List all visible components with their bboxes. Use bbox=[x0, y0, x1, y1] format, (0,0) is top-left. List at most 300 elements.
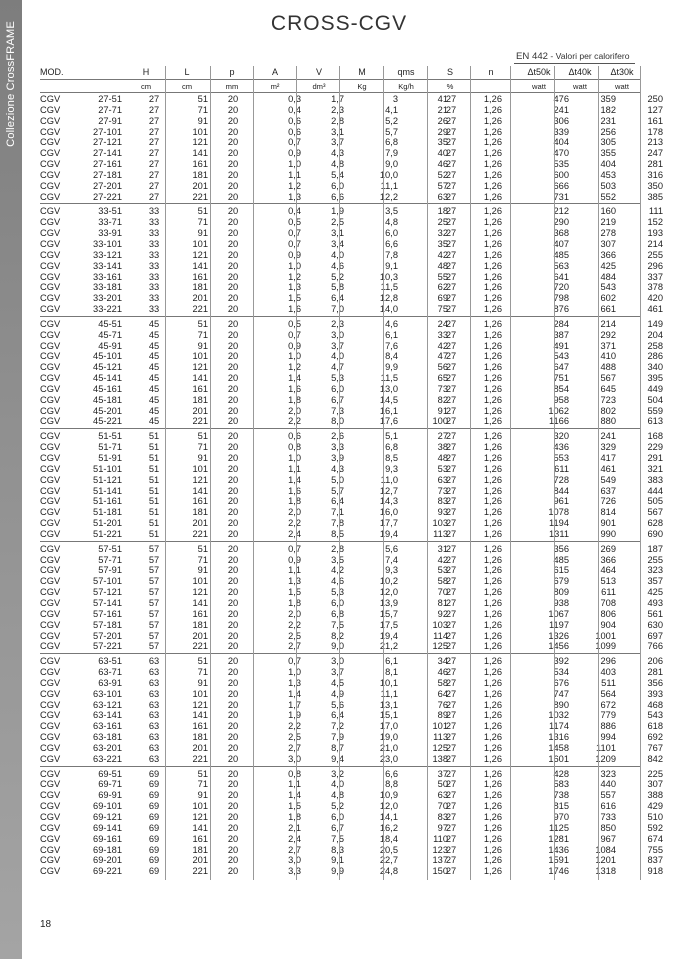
table-cell: 27 bbox=[445, 833, 457, 844]
table-cell: 393 bbox=[647, 688, 663, 699]
table-cell: 1084 bbox=[595, 844, 616, 855]
table-cell: 51-71 bbox=[98, 442, 122, 453]
table-cell: 340 bbox=[647, 362, 663, 373]
page-title: CROSS-CGV bbox=[270, 12, 408, 35]
table-cell: 121 bbox=[192, 137, 208, 148]
table-cell: 563 bbox=[553, 260, 569, 271]
table-cell: 35 bbox=[437, 137, 448, 148]
table-cell: 51 bbox=[197, 318, 208, 329]
table-cell: 543 bbox=[600, 282, 616, 293]
table-cell: 57-201 bbox=[93, 630, 122, 641]
table-cell: 1,26 bbox=[483, 790, 502, 801]
table-cell: 337 bbox=[647, 271, 663, 282]
table-cell: 46 bbox=[437, 159, 448, 170]
table-cell: 9,9 bbox=[385, 362, 398, 373]
table-cell: 221 bbox=[192, 304, 208, 315]
row-group bbox=[40, 318, 663, 429]
table-cell: 429 bbox=[647, 801, 663, 812]
table-cell: 1,26 bbox=[483, 576, 502, 587]
table-cell: 3,2 bbox=[331, 768, 344, 779]
table-cell: 63 bbox=[437, 474, 448, 485]
table-cell: 20 bbox=[227, 271, 239, 282]
table-cell: CGV bbox=[40, 812, 61, 822]
table-cell: 100 bbox=[432, 416, 448, 427]
table-cell: 723 bbox=[600, 394, 616, 405]
table-cell: 425 bbox=[600, 260, 616, 271]
table-cell: 258 bbox=[647, 340, 663, 351]
table-row bbox=[40, 507, 663, 518]
table-cell: 0,8 bbox=[288, 442, 301, 453]
table-row bbox=[40, 528, 663, 540]
table-cell: 27 bbox=[445, 282, 457, 293]
table-cell: 57-121 bbox=[93, 587, 122, 598]
table-cell: 51 bbox=[197, 431, 208, 442]
table-cell: 666 bbox=[553, 180, 569, 191]
table-cell: 45 bbox=[148, 329, 160, 340]
table-cell: 1194 bbox=[549, 518, 569, 529]
table-cell: 602 bbox=[600, 293, 616, 304]
table-cell: 5,2 bbox=[385, 115, 398, 126]
table-row bbox=[40, 753, 663, 765]
table-cell: 6,0 bbox=[331, 812, 344, 822]
table-cell: 1458 bbox=[548, 742, 569, 753]
table-cell: 1,26 bbox=[483, 699, 502, 710]
table-cell: 9,1 bbox=[331, 855, 344, 866]
table-cell: 708 bbox=[600, 597, 616, 608]
table-cell: 0,6 bbox=[288, 126, 301, 137]
table-row bbox=[40, 351, 663, 362]
table-cell: 1,26 bbox=[483, 293, 502, 304]
table-cell: 1,26 bbox=[483, 104, 502, 115]
table-cell: CGV bbox=[40, 115, 61, 126]
table-cell: 9,9 bbox=[331, 866, 344, 877]
table-cell: 8,3 bbox=[331, 844, 344, 855]
table-cell: 221 bbox=[192, 641, 208, 652]
table-cell: 440 bbox=[600, 779, 616, 790]
table-cell: 798 bbox=[553, 293, 569, 304]
table-cell: 1,26 bbox=[483, 271, 502, 282]
table-cell: 20 bbox=[227, 801, 239, 812]
table-cell: 802 bbox=[600, 405, 616, 416]
table-cell: 1,26 bbox=[483, 442, 502, 453]
table-cell: 990 bbox=[600, 528, 616, 539]
table-cell: 57-141 bbox=[93, 597, 122, 608]
table-cell: 181 bbox=[192, 619, 208, 630]
table-cell: 57 bbox=[148, 576, 160, 587]
table-cell: 27 bbox=[445, 304, 457, 315]
column-header: M bbox=[358, 67, 366, 77]
table-cell: 161 bbox=[192, 833, 208, 844]
table-cell: 0,8 bbox=[288, 768, 301, 779]
table-cell: 1,26 bbox=[483, 768, 502, 779]
table-cell: 20 bbox=[227, 721, 239, 732]
table-cell: 51-121 bbox=[93, 474, 122, 485]
table-cell: 3 bbox=[392, 94, 398, 104]
table-cell: 20 bbox=[227, 699, 239, 710]
table-cell: 3,5 bbox=[331, 554, 344, 565]
table-cell: 50 bbox=[437, 779, 448, 790]
table-cell: 14,0 bbox=[379, 304, 398, 315]
table-cell: 1,26 bbox=[483, 351, 502, 362]
table-cell: 837 bbox=[647, 855, 663, 866]
table-cell: 69-101 bbox=[93, 801, 122, 812]
table-cell: 101 bbox=[192, 463, 208, 474]
table-cell: 15,7 bbox=[379, 608, 398, 619]
table-row bbox=[40, 431, 663, 442]
side-band bbox=[0, 0, 22, 959]
table-cell: 181 bbox=[192, 394, 208, 405]
table-row bbox=[40, 699, 663, 711]
table-cell: 69-51 bbox=[98, 768, 122, 779]
table-cell: 20 bbox=[227, 329, 239, 340]
table-cell: 461 bbox=[600, 463, 616, 474]
table-cell: 613 bbox=[647, 416, 663, 427]
table-cell: 33 bbox=[148, 282, 160, 293]
table-cell: 1209 bbox=[595, 753, 616, 764]
table-cell: 6,8 bbox=[331, 608, 344, 619]
table-cell: 549 bbox=[600, 474, 616, 485]
table-cell: CGV bbox=[40, 260, 61, 271]
table-cell: 561 bbox=[647, 608, 663, 619]
table-cell: 2,0 bbox=[288, 608, 301, 619]
table-cell: 247 bbox=[647, 148, 663, 159]
table-cell: 20 bbox=[227, 104, 239, 115]
table-cell: 0,5 bbox=[288, 318, 301, 329]
table-cell: 1,2 bbox=[288, 271, 301, 282]
table-cell: 27 bbox=[445, 543, 457, 554]
table-cell: 281 bbox=[647, 159, 663, 170]
table-cell: 10,2 bbox=[379, 576, 398, 587]
table-cell: 27-181 bbox=[93, 169, 122, 180]
table-cell: 417 bbox=[600, 453, 616, 463]
row-group bbox=[40, 431, 663, 541]
table-cell: 767 bbox=[647, 742, 663, 753]
table-cell: 3,0 bbox=[288, 855, 301, 866]
table-row bbox=[40, 801, 663, 812]
table-cell: 51 bbox=[148, 442, 160, 453]
table-cell: 161 bbox=[192, 271, 208, 282]
table-cell: CGV bbox=[40, 641, 61, 652]
table-cell: 225 bbox=[647, 768, 663, 779]
table-cell: 51 bbox=[148, 453, 160, 463]
column-header: L bbox=[184, 67, 190, 77]
table-cell: 747 bbox=[553, 688, 569, 699]
table-cell: 17,6 bbox=[379, 416, 398, 427]
table-cell: 1,26 bbox=[483, 340, 502, 351]
table-cell: CGV bbox=[40, 282, 61, 293]
table-cell: 182 bbox=[600, 104, 616, 115]
table-cell: 27 bbox=[445, 383, 457, 394]
data-table bbox=[40, 94, 663, 880]
table-cell: 20 bbox=[227, 565, 239, 576]
table-cell: CGV bbox=[40, 790, 61, 801]
table-cell: 20 bbox=[227, 228, 239, 239]
table-cell: 403 bbox=[600, 667, 616, 678]
table-cell: 121 bbox=[192, 474, 208, 485]
table-cell: 0,7 bbox=[288, 137, 301, 148]
table-cell: 17,0 bbox=[379, 721, 398, 732]
table-row bbox=[40, 732, 663, 743]
table-cell: 45 bbox=[148, 351, 160, 362]
table-cell: 20 bbox=[227, 528, 239, 539]
table-cell: 559 bbox=[647, 405, 663, 416]
table-cell: 1,26 bbox=[483, 282, 502, 293]
table-cell: 329 bbox=[600, 442, 616, 453]
table-cell: 45 bbox=[148, 318, 160, 329]
table-cell: 51-141 bbox=[93, 485, 122, 496]
table-cell: 1,26 bbox=[483, 656, 502, 667]
table-cell: 161 bbox=[647, 115, 663, 126]
table-row bbox=[40, 416, 663, 427]
table-cell: 27-121 bbox=[93, 137, 122, 148]
table-cell: 27 bbox=[445, 630, 457, 641]
table-cell: 728 bbox=[553, 474, 569, 485]
table-cell: 7,6 bbox=[385, 340, 398, 351]
table-cell: 321 bbox=[647, 463, 663, 474]
table-cell: 1281 bbox=[548, 833, 569, 844]
table-cell: 201 bbox=[192, 405, 208, 416]
table-cell: 91 bbox=[197, 228, 208, 239]
table-cell: 2,0 bbox=[288, 507, 301, 518]
table-cell: 7,4 bbox=[385, 554, 398, 565]
table-cell: 32 bbox=[437, 228, 448, 239]
table-cell: CGV bbox=[40, 565, 61, 576]
table-cell: 961 bbox=[553, 496, 569, 507]
table-cell: 4,6 bbox=[331, 260, 344, 271]
column-unit: cm bbox=[140, 82, 152, 91]
table-cell: 27 bbox=[445, 217, 457, 228]
table-cell: 692 bbox=[647, 732, 663, 743]
table-cell: 1,26 bbox=[483, 855, 502, 866]
table-cell: CGV bbox=[40, 351, 61, 362]
table-cell: 29 bbox=[437, 126, 448, 137]
table-cell: 27-201 bbox=[93, 180, 122, 191]
table-cell: 101 bbox=[192, 576, 208, 587]
table-cell: 751 bbox=[553, 373, 569, 384]
table-cell: 241 bbox=[600, 431, 616, 442]
table-cell: CGV bbox=[40, 496, 61, 507]
table-cell: 181 bbox=[192, 282, 208, 293]
table-cell: 4,3 bbox=[331, 148, 344, 159]
table-cell: 20 bbox=[227, 260, 239, 271]
table-cell: CGV bbox=[40, 249, 61, 260]
table-cell: 1,4 bbox=[288, 790, 301, 801]
table-cell: 27 bbox=[445, 844, 457, 855]
table-cell: CGV bbox=[40, 779, 61, 790]
table-cell: 2,5 bbox=[331, 217, 344, 228]
table-cell: 51-201 bbox=[93, 518, 122, 529]
table-cell: 2,1 bbox=[288, 822, 301, 833]
table-cell: 543 bbox=[553, 351, 569, 362]
table-cell: 1,26 bbox=[483, 137, 502, 148]
table-row bbox=[40, 191, 663, 203]
table-cell: 20 bbox=[227, 833, 239, 844]
table-cell: 38 bbox=[437, 442, 448, 453]
table-cell: 141 bbox=[192, 822, 208, 833]
table-cell: 27 bbox=[445, 565, 457, 576]
standard-header bbox=[516, 51, 630, 62]
table-cell: 33-91 bbox=[98, 228, 122, 239]
table-cell: 69 bbox=[148, 790, 160, 801]
table-cell: 6,0 bbox=[331, 180, 344, 191]
table-cell: 20 bbox=[227, 282, 239, 293]
table-cell: 1,26 bbox=[483, 812, 502, 822]
table-cell: 0,7 bbox=[288, 329, 301, 340]
table-cell: 45-221 bbox=[93, 416, 122, 427]
table-cell: 697 bbox=[647, 630, 663, 641]
table-cell: CGV bbox=[40, 656, 61, 667]
table-cell: 20 bbox=[227, 474, 239, 485]
table-cell: CGV bbox=[40, 442, 61, 453]
table-cell: 3,7 bbox=[331, 137, 344, 148]
table-cell: 5,6 bbox=[331, 699, 344, 710]
table-cell: 110 bbox=[433, 833, 448, 844]
table-cell: 27 bbox=[445, 812, 457, 822]
table-cell: 7,0 bbox=[331, 304, 344, 315]
table-cell: 57 bbox=[148, 641, 160, 652]
table-cell: 27 bbox=[445, 104, 457, 115]
table-cell: 1,26 bbox=[483, 416, 502, 427]
table-cell: 1,26 bbox=[483, 260, 502, 271]
table-cell: 592 bbox=[647, 822, 663, 833]
table-cell: 63-141 bbox=[93, 710, 122, 721]
table-cell: 201 bbox=[192, 742, 208, 753]
table-cell: 76 bbox=[437, 699, 448, 710]
table-cell: 22,7 bbox=[379, 855, 398, 866]
table-cell: 484 bbox=[600, 271, 616, 282]
column-unit: cm bbox=[181, 82, 193, 91]
table-row bbox=[40, 779, 663, 790]
table-cell: 27 bbox=[445, 94, 457, 104]
table-cell: 6,6 bbox=[385, 768, 398, 779]
table-cell: 307 bbox=[600, 238, 616, 249]
table-cell: 101 bbox=[192, 688, 208, 699]
table-cell: 64 bbox=[437, 688, 448, 699]
table-cell: 103 bbox=[432, 518, 448, 529]
page-number: 18 bbox=[40, 919, 52, 930]
table-cell: 876 bbox=[553, 304, 569, 315]
table-cell: 27 bbox=[445, 485, 457, 496]
table-cell: 201 bbox=[192, 180, 208, 191]
table-cell: 281 bbox=[647, 667, 663, 678]
table-cell: 27 bbox=[445, 238, 457, 249]
table-cell: 27 bbox=[445, 528, 457, 539]
table-cell: 33 bbox=[148, 206, 160, 217]
table-cell: 27 bbox=[445, 115, 457, 126]
table-cell: 2,5 bbox=[288, 732, 301, 743]
table-cell: 3,3 bbox=[288, 866, 301, 877]
table-cell: 141 bbox=[192, 597, 208, 608]
table-cell: 27 bbox=[445, 732, 457, 743]
table-row bbox=[40, 463, 663, 475]
table-cell: 1,4 bbox=[288, 373, 301, 384]
table-cell: 8,5 bbox=[385, 453, 398, 463]
table-cell: 3,1 bbox=[331, 126, 344, 137]
table-cell: 20 bbox=[227, 238, 239, 249]
table-cell: 5,4 bbox=[331, 169, 344, 180]
table-cell: 70 bbox=[437, 801, 448, 812]
table-cell: 33-181 bbox=[93, 282, 122, 293]
table-cell: 20 bbox=[227, 597, 239, 608]
header-bottom-rule bbox=[40, 92, 640, 93]
table-cell: 57-181 bbox=[93, 619, 122, 630]
table-cell: 214 bbox=[647, 238, 663, 249]
table-cell: 20 bbox=[227, 742, 239, 753]
table-cell: 611 bbox=[601, 587, 616, 598]
table-cell: 5,8 bbox=[331, 282, 344, 293]
table-cell: 1,26 bbox=[483, 801, 502, 812]
table-cell: 101 bbox=[432, 721, 448, 732]
table-cell: 20 bbox=[227, 822, 239, 833]
table-cell: 69 bbox=[148, 801, 160, 812]
table-cell: 1,26 bbox=[483, 463, 502, 474]
table-cell: 1,0 bbox=[288, 351, 301, 362]
table-cell: 27 bbox=[445, 191, 457, 202]
table-cell: 967 bbox=[600, 833, 616, 844]
table-cell: 1,26 bbox=[483, 329, 502, 340]
table-cell: 33-121 bbox=[93, 249, 122, 260]
table-cell: 149 bbox=[647, 318, 663, 329]
table-cell: 150 bbox=[432, 866, 448, 877]
table-row bbox=[40, 260, 663, 272]
table-cell: 4,7 bbox=[331, 362, 344, 373]
table-cell: 27 bbox=[445, 822, 457, 833]
collection-label: Collezione CrossFRAME bbox=[5, 21, 17, 147]
table-cell: 890 bbox=[553, 699, 569, 710]
table-cell: 69-91 bbox=[98, 790, 122, 801]
table-cell: CGV bbox=[40, 801, 61, 812]
table-cell: 611 bbox=[554, 463, 569, 474]
table-cell: 141 bbox=[192, 260, 208, 271]
table-cell: 488 bbox=[600, 362, 616, 373]
table-cell: 5,7 bbox=[385, 126, 398, 137]
table-row bbox=[40, 148, 663, 159]
column-header: V bbox=[315, 67, 322, 77]
table-cell: 51 bbox=[197, 206, 208, 217]
table-cell: 3,9 bbox=[331, 453, 344, 463]
table-cell: 567 bbox=[647, 507, 663, 518]
column-header: Δt40k bbox=[568, 67, 592, 77]
table-row bbox=[40, 656, 663, 667]
column-divider bbox=[510, 66, 511, 880]
table-cell: 45-71 bbox=[98, 329, 122, 340]
column-divider bbox=[210, 66, 211, 880]
table-cell: CGV bbox=[40, 855, 61, 866]
table-cell: 20 bbox=[227, 656, 239, 667]
table-cell: 2,7 bbox=[288, 641, 301, 652]
table-cell: 2,2 bbox=[288, 619, 301, 630]
table-cell: 1,26 bbox=[483, 249, 502, 260]
table-row bbox=[40, 844, 663, 856]
table-cell: 101 bbox=[192, 126, 208, 137]
table-cell: 45 bbox=[148, 383, 160, 394]
table-cell: 27 bbox=[148, 115, 160, 126]
table-cell: 7,8 bbox=[385, 249, 398, 260]
table-cell: 1,8 bbox=[288, 394, 301, 405]
table-cell: 1,26 bbox=[483, 148, 502, 159]
table-cell: 27 bbox=[445, 710, 457, 721]
table-cell: 27 bbox=[148, 191, 160, 202]
table-cell: 1,26 bbox=[483, 431, 502, 442]
table-cell: 4,0 bbox=[331, 249, 344, 260]
table-cell: 1,26 bbox=[483, 587, 502, 598]
table-row bbox=[40, 790, 663, 801]
table-cell: 57 bbox=[148, 587, 160, 598]
table-cell: 27 bbox=[445, 293, 457, 304]
table-cell: 212 bbox=[553, 206, 569, 217]
table-cell: 8,7 bbox=[331, 742, 344, 753]
table-cell: 1,26 bbox=[483, 206, 502, 217]
